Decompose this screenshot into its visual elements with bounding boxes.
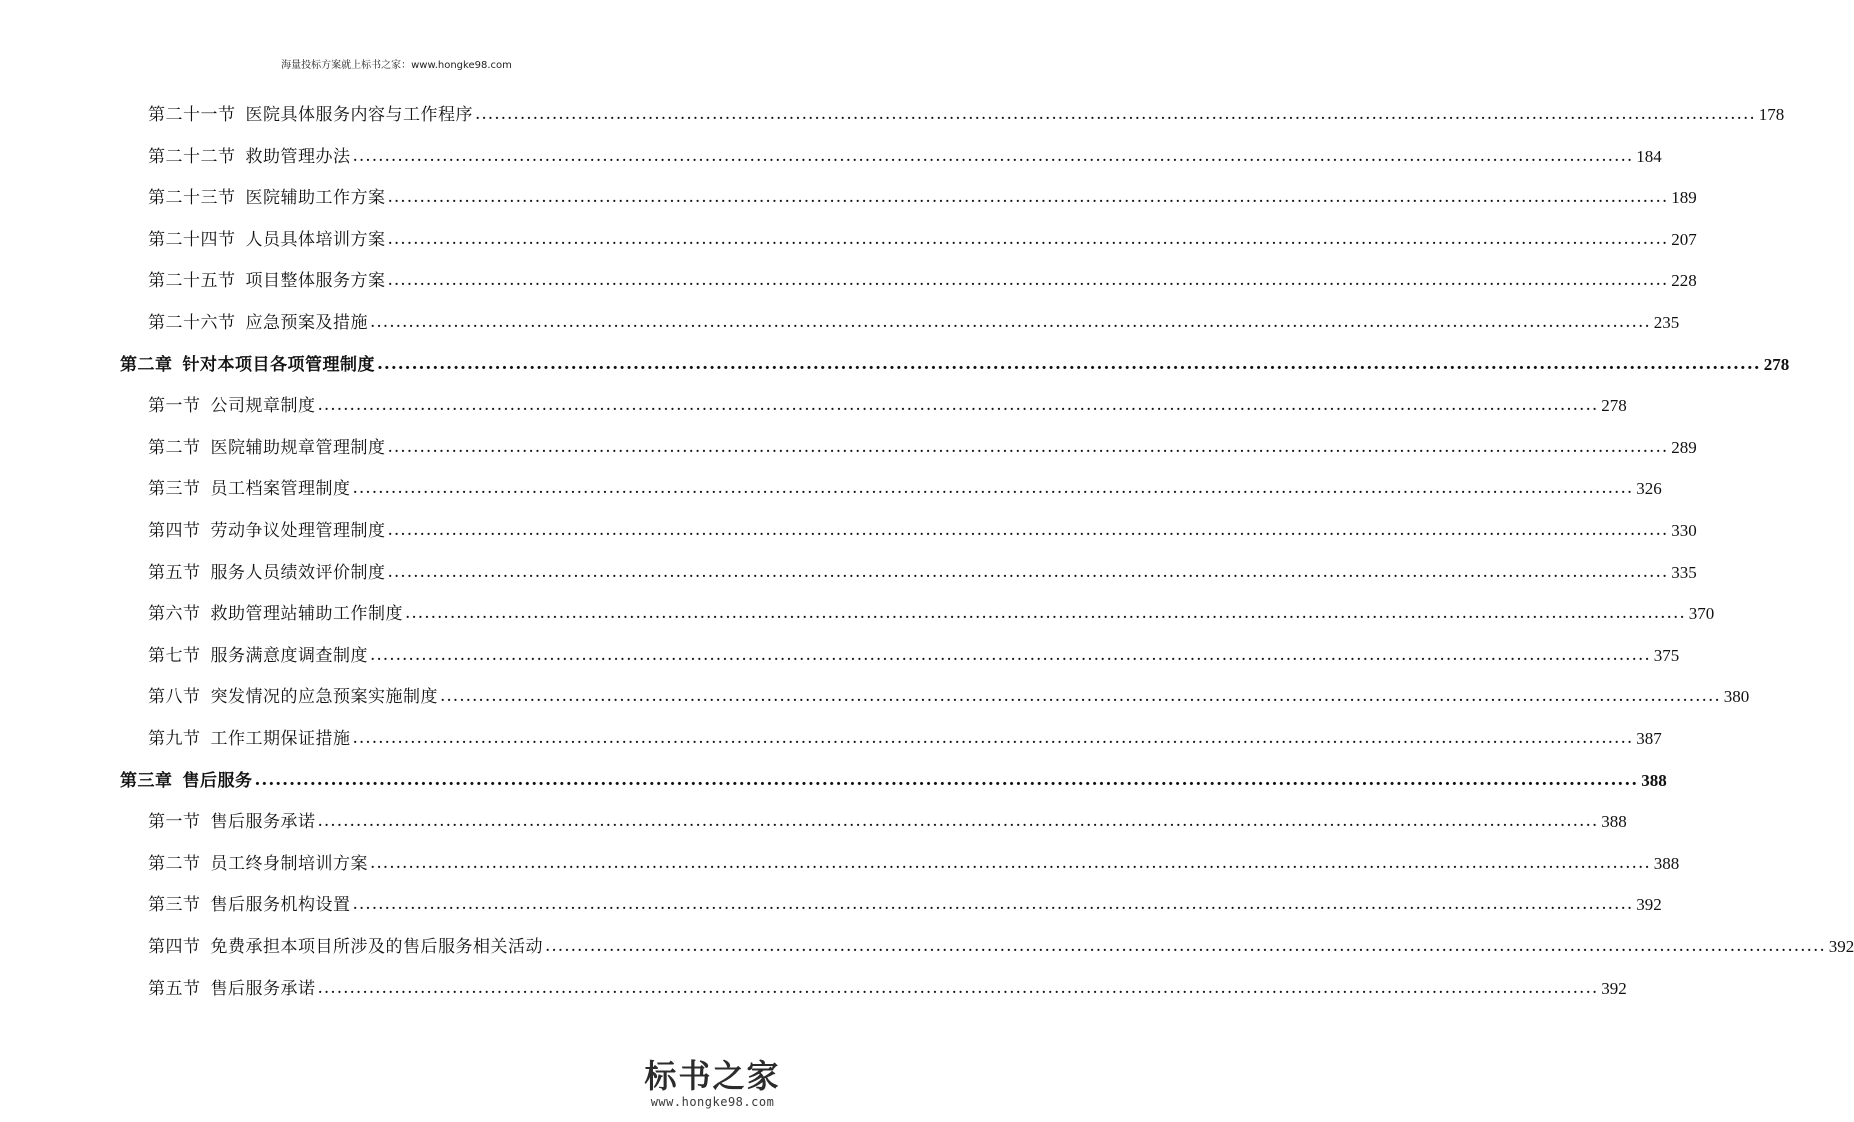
toc-entry-number: 第三节	[148, 479, 201, 500]
toc-entry-label	[148, 478, 351, 500]
toc-entry[interactable]	[148, 179, 1697, 209]
toc-entry-title: 医院辅助工作方案	[245, 188, 386, 209]
toc-entry-number: 第二十四节	[148, 229, 236, 250]
toc-leader-dots: ........................................................................................................................................................................................................	[317, 395, 1599, 416]
toc-entry-title: 突发情况的应急预案实施制度	[210, 687, 438, 708]
toc-entry-number: 第四节	[148, 937, 201, 957]
toc-entry-title: 医院辅助规章管理制度	[210, 437, 386, 458]
toc-chapter-entry[interactable]	[120, 762, 1667, 792]
toc-leader-dots: ........................................................................................................................................................................................................	[352, 145, 1634, 166]
toc-entry[interactable]	[148, 512, 1697, 542]
toc-leader-dots: ........................................................................................................................................................................................................	[545, 936, 1826, 956]
toc-entry-page: 184	[1636, 146, 1662, 166]
brand-logo	[640, 1058, 785, 1116]
toc-entry-title: 项目整体服务方案	[245, 271, 386, 292]
toc-entry-page: 330	[1671, 521, 1697, 540]
toc-entry-number: 第二十六节	[148, 313, 236, 333]
toc-entry[interactable]	[148, 554, 1697, 584]
toc-entry-title: 针对本项目各项管理制度	[182, 354, 375, 375]
toc-entry-page: 392	[1828, 937, 1854, 956]
toc-entry-number: 第七节	[148, 645, 201, 666]
toc-entry-label	[148, 270, 386, 292]
toc-entry-title: 应急预案及措施	[245, 313, 368, 333]
toc-entry-label	[148, 686, 438, 708]
toc-entry-label	[148, 520, 386, 542]
toc-entry[interactable]	[148, 595, 1715, 625]
toc-entry-number: 第二十一节	[148, 105, 236, 125]
toc-entry-title: 人员具体培训方案	[245, 229, 386, 250]
toc-entry-page: 278	[1763, 354, 1790, 374]
page-header: 海量投标方案就上标书之家：www.hongke98.com	[281, 60, 512, 71]
toc-leader-dots: ........................................................................................................................................................................................................	[377, 353, 1761, 374]
toc-entry-page: 388	[1641, 770, 1667, 790]
toc-leader-dots: ........................................................................................................................................................................................................	[352, 478, 1634, 499]
toc-entry-page: 392	[1636, 895, 1662, 915]
toc-entry-title: 售后服务承诺	[210, 978, 316, 999]
toc-entry-title: 售后服务机构设置	[210, 895, 351, 916]
toc-entry-title: 员工终身制培训方案	[210, 853, 368, 874]
toc-leader-dots: ........................................................................................................................................................................................................	[317, 811, 1599, 832]
toc-entry-number: 第五节	[148, 978, 201, 999]
toc-entry[interactable]	[148, 803, 1627, 833]
toc-entry-page: 380	[1723, 687, 1750, 707]
toc-leader-dots: ........................................................................................................................................................................................................	[317, 977, 1599, 998]
toc-entry-number: 第五节	[148, 562, 201, 583]
toc-entry-page: 235	[1653, 313, 1680, 332]
toc-entry-page: 388	[1653, 853, 1680, 873]
toc-entry-title: 工作工期保证措施	[210, 729, 351, 749]
toc-entry-label	[148, 395, 316, 417]
toc-leader-dots: ........................................................................................................................................................................................................	[387, 520, 1669, 540]
toc-leader-dots: ........................................................................................................................................................................................................	[370, 312, 1651, 332]
toc-entry-label	[148, 645, 368, 667]
toc-entry-title: 公司规章制度	[210, 396, 316, 417]
toc-entry[interactable]	[148, 970, 1627, 1000]
toc-leader-dots: ........................................................................................................................................................................................................	[387, 187, 1669, 208]
toc-entry-label	[148, 811, 316, 833]
toc-leader-dots: ........................................................................................................................................................................................................	[387, 561, 1669, 582]
toc-chapter-entry[interactable]	[120, 346, 1790, 376]
toc-leader-dots: ........................................................................................................................................................................................................	[352, 894, 1634, 915]
toc-entry-page: 178	[1758, 105, 1785, 124]
logo-url: www.hongke98.com	[650, 1095, 775, 1109]
toc-entry-title: 售后服务	[182, 770, 253, 791]
toc-entry-label	[120, 770, 253, 792]
toc-entry-number: 第二十二节	[148, 146, 236, 167]
toc-entry[interactable]	[148, 96, 1785, 126]
toc-leader-dots: ........................................................................................................................................................................................................	[387, 436, 1669, 457]
toc-entry[interactable]	[148, 470, 1662, 500]
toc-entry[interactable]	[148, 845, 1680, 875]
toc-entry-number: 第三章	[120, 770, 173, 791]
toc-entry-label	[120, 354, 375, 376]
toc-leader-dots: ........................................................................................................................................................................................................	[475, 104, 1756, 124]
toc-entry-number: 第九节	[148, 729, 201, 749]
toc-leader-dots: ........................................................................................................................................................................................................	[387, 270, 1669, 291]
toc-entry[interactable]	[148, 304, 1680, 334]
toc-entry[interactable]	[148, 429, 1697, 459]
toc-entry[interactable]	[148, 221, 1697, 251]
toc-entry-page: 388	[1601, 812, 1627, 832]
toc-entry-label	[148, 978, 316, 1000]
toc-entry-title: 员工档案管理制度	[210, 479, 351, 500]
logo-text: 标书之家	[644, 1057, 781, 1095]
toc-leader-dots: ........................................................................................................................................................................................................	[440, 686, 1721, 707]
toc-entry-page: 326	[1636, 479, 1662, 499]
toc-entry-number: 第二十三节	[148, 188, 236, 209]
toc-entry-label	[148, 104, 473, 126]
toc-entry-number: 第四节	[148, 521, 201, 541]
toc-entry-title: 救助管理办法	[245, 146, 351, 167]
toc-entry-page: 228	[1671, 271, 1697, 291]
toc-entry-number: 第二节	[148, 853, 201, 874]
toc-entry-page: 189	[1671, 188, 1697, 208]
toc-entry[interactable]	[148, 637, 1680, 667]
toc-entry[interactable]	[148, 886, 1662, 916]
toc-leader-dots: ........................................................................................................................................................................................................	[370, 644, 1651, 665]
toc-entry-title: 服务满意度调查制度	[210, 645, 368, 666]
toc-entry-label	[148, 603, 403, 625]
toc-entry-title: 售后服务承诺	[210, 812, 316, 833]
toc-entry-number: 第二十五节	[148, 271, 236, 292]
toc-entry-title: 服务人员绩效评价制度	[210, 562, 386, 583]
toc-entry-title: 免费承担本项目所涉及的售后服务相关活动	[210, 937, 543, 957]
toc-entry-number: 第一节	[148, 812, 201, 833]
toc-entry-number: 第二章	[120, 354, 173, 375]
toc-entry[interactable]	[148, 262, 1697, 292]
toc-entry-label	[148, 437, 386, 459]
toc-entry-page: 392	[1601, 978, 1627, 998]
toc-entry-page: 278	[1601, 396, 1627, 416]
toc-entry-number: 第八节	[148, 687, 201, 708]
toc-entry-page: 370	[1688, 604, 1715, 624]
toc-entry-number: 第二节	[148, 437, 201, 458]
toc-entry-number: 第一节	[148, 396, 201, 417]
toc-entry-label	[148, 229, 386, 251]
toc-entry-page: 335	[1671, 562, 1697, 582]
toc-entry-title: 劳动争议处理管理制度	[210, 521, 386, 541]
toc-entry-label	[148, 853, 368, 875]
toc-entry-label	[148, 146, 351, 168]
toc-leader-dots: ........................................................................................................................................................................................................	[387, 228, 1669, 249]
toc-entry[interactable]	[148, 138, 1662, 168]
toc-leader-dots: ........................................................................................................................................................................................................	[352, 728, 1634, 748]
toc-entry-page: 375	[1653, 645, 1680, 665]
toc-entry-title: 救助管理站辅助工作制度	[210, 604, 403, 625]
toc-entry-page: 289	[1671, 437, 1697, 457]
toc-entry-title: 医院具体服务内容与工作程序	[245, 105, 473, 125]
toc-leader-dots: ........................................................................................................................................................................................................	[370, 852, 1651, 873]
toc-entry-number: 第三节	[148, 895, 201, 916]
toc-entry[interactable]	[148, 928, 1854, 958]
toc-entry-label	[148, 562, 386, 584]
toc-entry[interactable]	[148, 720, 1662, 750]
toc-entry-label	[148, 312, 368, 334]
toc-entry[interactable]	[148, 387, 1627, 417]
toc-entry-page: 207	[1671, 229, 1697, 249]
toc-entry[interactable]	[148, 678, 1750, 708]
toc-leader-dots: ........................................................................................................................................................................................................	[405, 603, 1686, 624]
toc-entry-label	[148, 894, 351, 916]
toc-entry-label	[148, 728, 351, 750]
toc-entry-page: 387	[1636, 729, 1662, 748]
toc-entry-label	[148, 187, 386, 209]
toc-leader-dots: ........................................................................................................................................................................................................	[254, 769, 1639, 790]
toc-entry-number: 第六节	[148, 604, 201, 625]
toc-entry-label	[148, 936, 543, 958]
